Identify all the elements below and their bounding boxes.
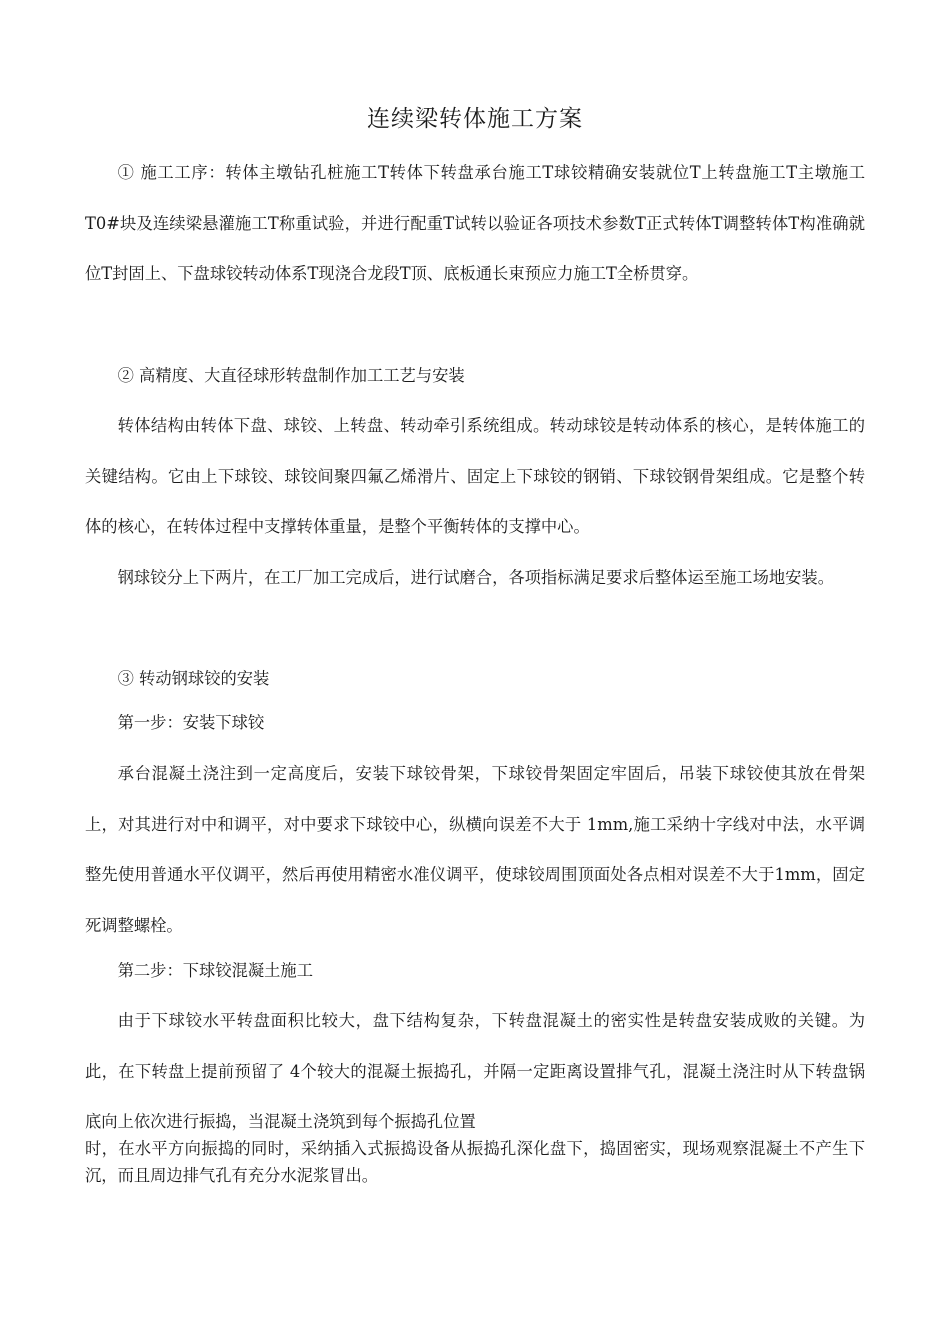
heading-turntable-fabrication: ② 高精度、大直径球形转盘制作加工工艺与安装 bbox=[117, 366, 465, 385]
heading-ball-hinge-installation: ③ 转动钢球铰的安装 bbox=[117, 669, 270, 688]
paragraph-ball-hinge-factory: 钢球铰分上下两片，在工厂加工完成后，进行试磨合，各项指标满足要求后整体运至施工场地安装。 bbox=[117, 568, 834, 587]
heading-step-two: 第二步：下球铰混凝土施工 bbox=[117, 961, 313, 980]
paragraph-lower-hinge-installation: 承台混凝土浇注到一定高度后，安装下球铰骨架，下球铰骨架固定牢固后，吊装下球铰使其放在骨架上，对其进行对中和调平，对中要求下球铰中心，纵横向误差不大于 1mm,施工采纳十字线对中法，水平调整先使用普通水平仪调平，然后再使用精密水准仪调平，使球铰周围顶面处各点相对误差不大于1mm，固定死调整螺栓。 bbox=[85, 764, 865, 936]
paragraph-vibration-detail: 时，在水平方向振捣的同时，采纳插入式振捣设备从振捣孔深化盘下，捣固密实，现场观察混凝土不产生下沉，而且周边排气孔有充分水泥浆冒出。 bbox=[85, 1139, 865, 1185]
paragraph-lower-hinge-concrete: 由于下球铰水平转盘面积比较大，盘下结构复杂，下转盘混凝土的密实性是转盘安装成败的关键。为此，在下转盘上提前预留了 4个较大的混凝土振捣孔，并隔一定距离设置排气孔，混凝土浇注时从下转盘锅底向上依次进行振捣，当混凝土浇筑到每个振捣孔位置 bbox=[85, 1011, 865, 1132]
document-title: 连续梁转体施工方案 bbox=[367, 106, 583, 132]
paragraph-construction-sequence: ① 施工工序：转体主墩钻孔桩施工T转体下转盘承台施工T球铰精确安装就位T上转盘施工T主墩施工T0#块及连续梁悬灌施工T称重试验，并进行配重T试转以验证各项技术参数T正式转体T调整转体T构准确就位T封固上、下盘球铰转动体系T现浇合龙段T顶、底板通长束预应力施工T全桥贯穿。 bbox=[85, 163, 865, 284]
paragraph-structure-composition: 转体结构由转体下盘、球铰、上转盘、转动牵引系统组成。转动球铰是转动体系的核心，是转体施工的关键结构。它由上下球铰、球铰间聚四氟乙烯滑片、固定上下球铰的钢销、下球铰钢骨架组成。它是整个转体的核心，在转体过程中支撑转体重量，是整个平衡转体的支撑中心。 bbox=[85, 416, 865, 537]
heading-step-one: 第一步：安装下球铰 bbox=[117, 713, 265, 732]
